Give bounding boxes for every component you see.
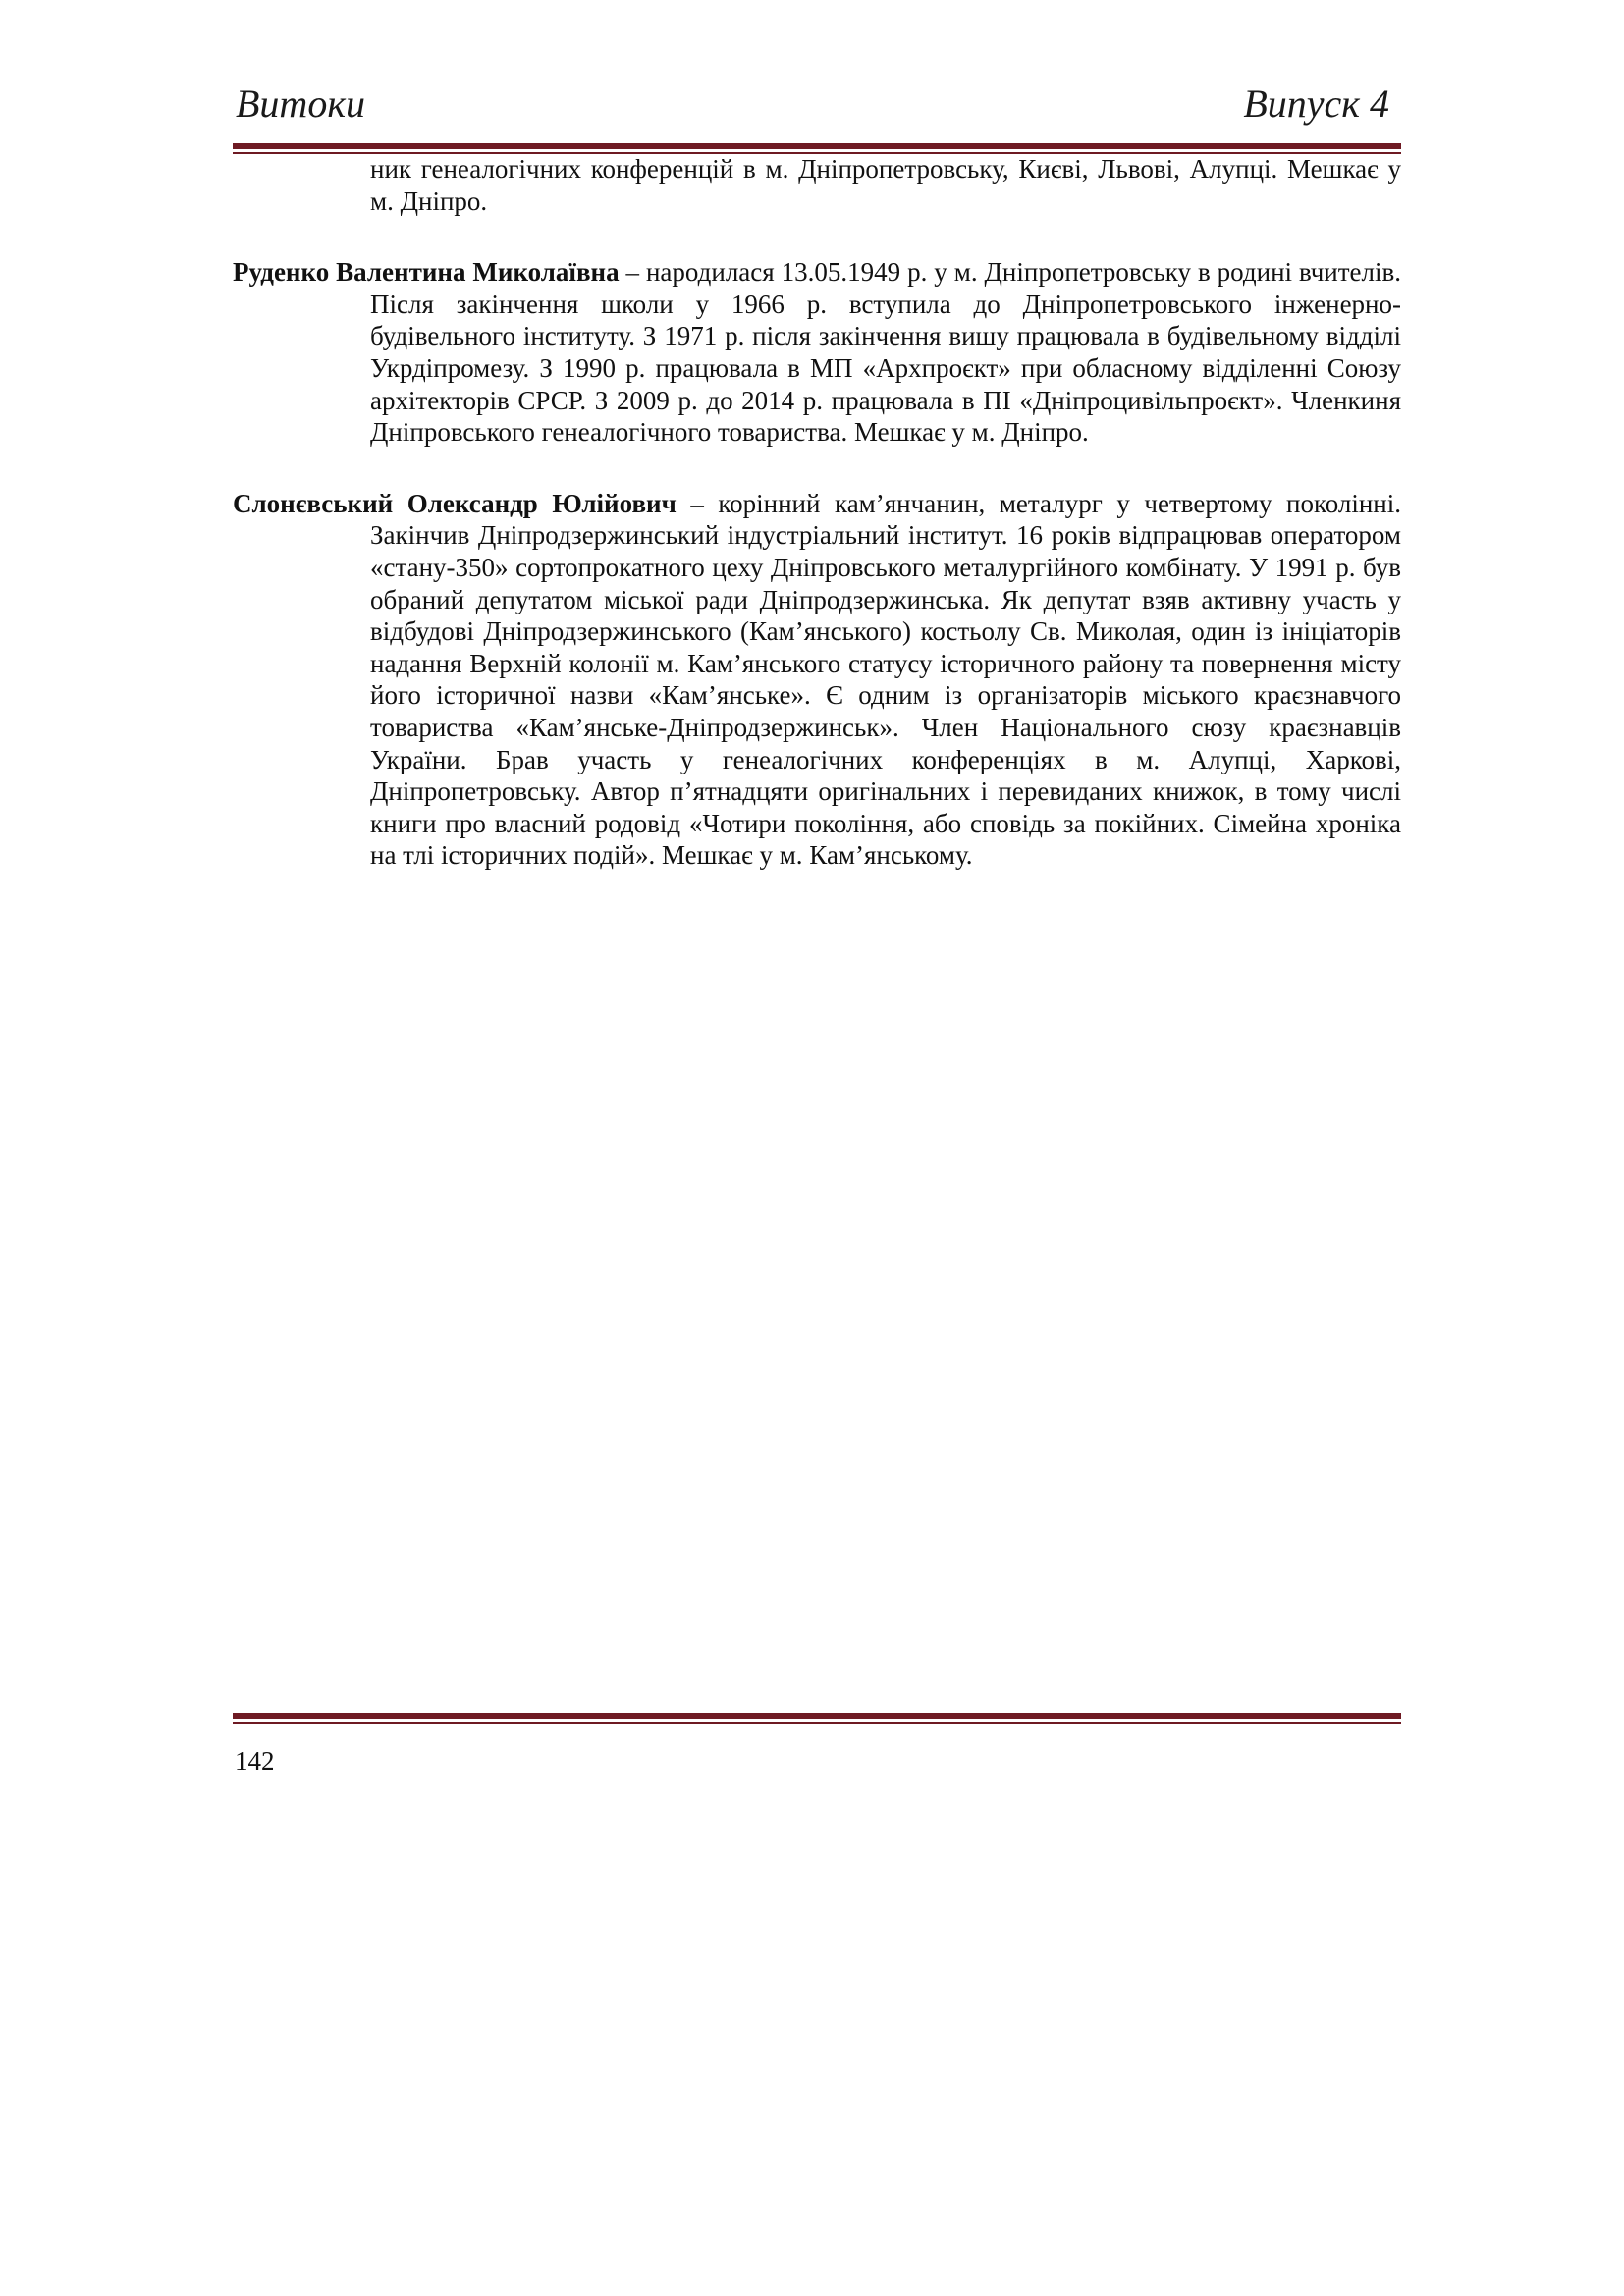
entry-text: ник генеалогічних конференцій в м. Дніпропетровську, Києві, Львові, Алупці. Мешкає у м. Дніпро. <box>370 154 1401 216</box>
issue-number: Випуск 4 <box>1243 81 1389 126</box>
entry-continuation <box>233 153 1401 217</box>
running-head <box>236 75 1399 133</box>
page-content <box>233 153 1401 911</box>
entry-text: – народилася 13.05.1949 р. у м. Дніпропетровську в родині вчителів. Після закінчення школи у 1966 р. вступила до Дніпропетровського інженерно-будівельного інституту. З 1971 р. після закінчення вишу працювала в будівельному відділі Укрдіпромезу. З 1990 р. працювала в МП «Архпроєкт» при обласному відділенні Союзу архітекторів СРСР. З 2009 р. до 2014 р. працювала в ПІ «Дніпроцивільпроєкт». Членкиня Дніпровського генеалогічного товариства. Мешкає у м. Дніпро. <box>370 257 1401 448</box>
footer-rule <box>233 1713 1401 1724</box>
entry-text: – корінний кам’янчанин, металург у четвертому поколінні. Закінчив Дніпродзержинський індустріальний інститут. 16 років відпрацював оператором «стану-350» сортопрокатного цеху Дніпровського металургійного комбінату. У 1991 р. був обраний депутатом міської ради Дніпродзержинська. Як депутат взяв активну участь у відбудові Дніпродзержинського (Кам’янського) костьолу Св. Миколая, один із ініціаторів надання Верхній колонії м. Кам’янського статусу історичного району та повернення місту його історичної назви «Кам’янське». Є одним із організаторів міського краєзнавчого товариства «Кам’янське-Дніпродзержинськ». Член Національного сюзу краєзнавців України. Брав участь у генеалогічних конференціях в м. Алупці, Харкові, Дніпропетровську. Автор п’ятнадцяти оригінальних і перевиданих книжок, в тому числі книги про власний родовід «Чотири покоління, або сповідь за покійних. Сімейна хроніка на тлі історичних подій». Мешкає у м. Кам’янському. <box>370 488 1402 871</box>
entry-slonievskyi <box>233 488 1401 872</box>
page-number: 142 <box>235 1746 275 1776</box>
entry-name: Руденко Валентина Миколаївна <box>233 257 620 288</box>
entry-rudenko <box>233 256 1401 449</box>
entry-name: Слонєвський Олександр Юлійович <box>233 488 677 518</box>
journal-title: Витоки <box>236 81 366 126</box>
